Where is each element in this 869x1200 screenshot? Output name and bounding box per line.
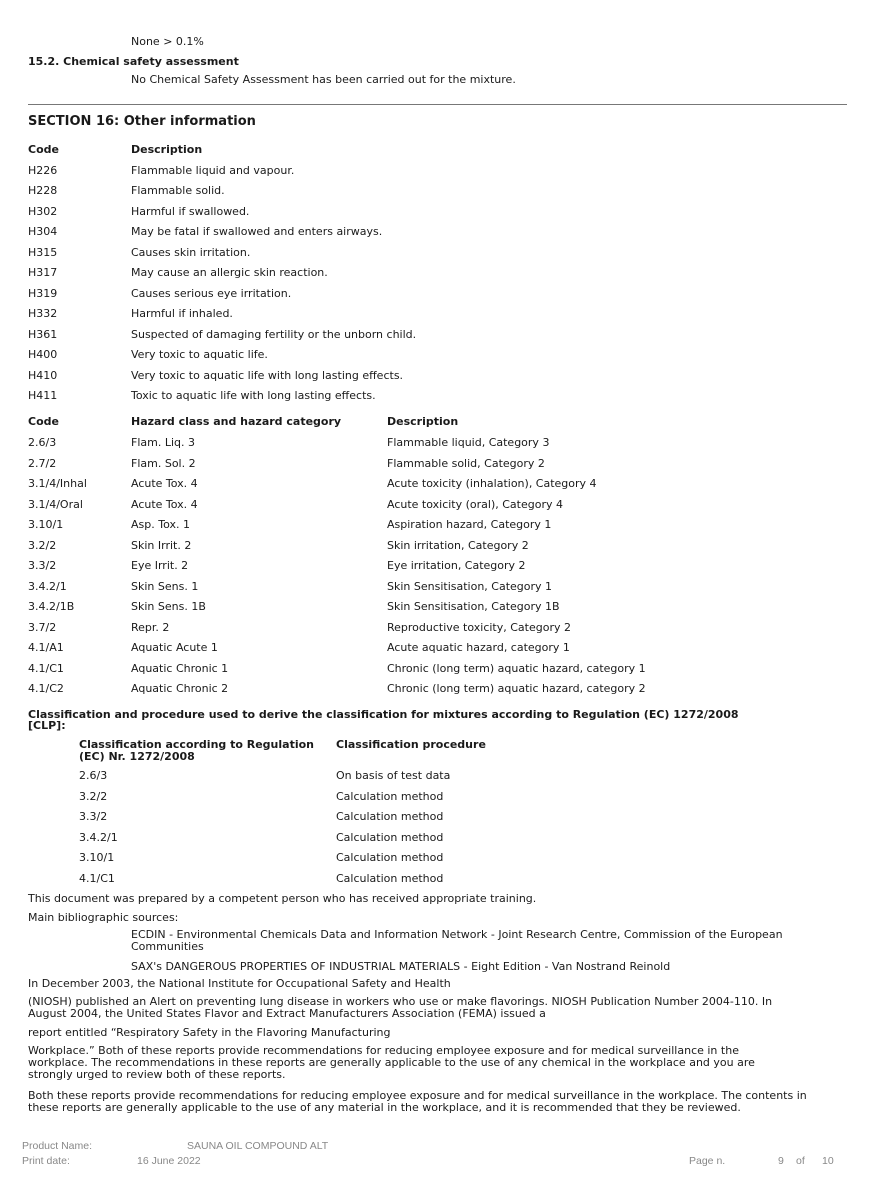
procedure-header-col1-line2: (EC) Nr. 1272/2008 [79,750,195,763]
h-description-cell: Very toxic to aquatic life. [131,348,268,362]
bibliographic-sax: SAX's DANGEROUS PROPERTIES OF INDUSTRIAL MATERIALS - Eight Edition - Van Nostrand Reinold [131,960,671,973]
class-hazard-cell: Aquatic Chronic 1 [131,661,229,675]
workplace-paragraph: Workplace.” Both of these reports provide recommendations for reducing employee exposure and for medical surveillance in the [28,1044,739,1057]
footer-product-value: SAUNA OIL COMPOUND ALT [187,1140,329,1152]
procedure-code-cell: 3.3/2 [79,810,108,824]
h-description-cell: Toxic to aquatic life with long lasting effects. [131,388,376,402]
h-description-cell: Suspected of damaging fertility or the unborn child. [131,327,417,341]
class-hazard-cell: Flam. Liq. 3 [131,436,195,449]
class-description-cell: Chronic (long term) aquatic hazard, category 2 [387,682,646,695]
niosh-intro: In December 2003, the National Institute for Occupational Safety and Health [28,977,451,990]
class-description-cell: Acute aquatic hazard, category 1 [387,641,570,654]
h-table-header-description: Description [131,143,203,156]
class-code-cell: 3.3/2 [28,559,57,572]
class-code-cell: 2.6/3 [28,436,57,449]
class-code-cell: 3.10/1 [28,518,64,531]
class-code-cell: 4.1/C1 [28,661,64,675]
class-code-cell: 2.7/2 [28,456,57,470]
niosh-paragraph-line2: August 2004, the United States Flavor and Extract Manufacturers Association (FEMA) issued a [28,1007,546,1020]
h-description-cell: May cause an allergic skin reaction. [131,266,328,280]
h-code-cell: H410 [28,368,58,382]
procedure-method-cell: Calculation method [336,872,444,885]
h-description-cell: Flammable liquid and vapour. [131,164,295,177]
class-table-header-description: Description [387,415,459,428]
h-code-cell: H315 [28,245,58,259]
class-code-cell: 3.4.2/1B [28,600,75,613]
h-description-cell: Causes skin irritation. [131,245,251,259]
bibliographic-label: Main bibliographic sources: [28,911,179,924]
class-code-cell: 3.4.2/1 [28,579,67,593]
h-description-cell: Flammable solid. [131,184,225,198]
footer-print-label: Print date: [22,1155,70,1167]
bibliographic-ecdin-line2: Communities [131,940,204,953]
class-hazard-cell: Eye Irrit. 2 [131,559,189,572]
class-hazard-cell: Acute Tox. 4 [131,497,198,511]
procedure-code-cell: 2.6/3 [79,769,108,782]
footer-page-label: Page n. [689,1155,726,1167]
class-hazard-cell: Skin Sens. 1 [131,579,199,593]
class-description-cell: Skin irritation, Category 2 [387,538,529,552]
footer-page-of: of [796,1155,805,1167]
class-description-cell: Acute toxicity (oral), Category 4 [387,497,563,511]
section-16-title: SECTION 16: Other information [28,114,256,129]
both-reports-paragraph-line2: these reports are generally applicable to the use of any material in the workplace, and it is recommended that they be reviewed. [28,1101,741,1114]
procedure-title: Classification and procedure used to derive the classification for mixtures according to Regulation (EC) 1272/2008 [28,708,739,721]
h-code-cell: H411 [28,388,58,402]
procedure-header-col1: Classification according to Regulation [79,738,314,751]
class-description-cell: Skin Sensitisation, Category 1 [387,579,553,593]
class-hazard-cell: Repr. 2 [131,620,170,634]
both-reports-paragraph: Both these reports provide recommendations for reducing employee exposure and for medical surveillance in the workplace. The contents in [28,1089,807,1102]
procedure-method-cell: Calculation method [336,789,444,803]
h-code-cell: H319 [28,286,58,300]
h-description-cell: Very toxic to aquatic life with long lasting effects. [131,368,404,382]
h-code-cell: H361 [28,327,58,341]
h-code-cell: H302 [28,204,58,218]
class-description-cell: Eye irritation, Category 2 [387,559,526,572]
procedure-code-cell: 3.4.2/1 [79,830,118,844]
h-code-cell: H400 [28,348,58,362]
section-15-2-title: 15.2. Chemical safety assessment [28,55,239,68]
workplace-paragraph-line3: strongly urged to review both of these reports. [28,1068,286,1081]
footer-product-label: Product Name: [22,1140,93,1152]
procedure-code-cell: 3.10/1 [79,851,115,865]
class-code-cell: 3.2/2 [28,538,57,552]
h-description-cell: Harmful if inhaled. [131,307,233,321]
h-code-cell: H304 [28,225,58,239]
class-hazard-cell: Skin Sens. 1B [131,600,206,613]
h-code-cell: H226 [28,164,58,177]
h-description-cell: Causes serious eye irritation. [131,286,292,300]
h-code-cell: H228 [28,184,58,198]
footer-print-value: 16 June 2022 [137,1155,201,1167]
niosh-paragraph: (NIOSH) published an Alert on preventing lung disease in workers who use or make flavorings. NIOSH Publication Number 2004-110. In [28,995,773,1008]
report-line: report entitled “Respiratory Safety in the Flavoring Manufacturing [28,1026,391,1039]
section-divider [28,104,847,105]
h-description-cell: May be fatal if swallowed and enters airways. [131,225,383,239]
class-code-cell: 3.1/4/Inhal [28,477,87,490]
class-table-header-code: Code [28,415,59,428]
section-15-2-text: No Chemical Safety Assessment has been carried out for the mixture. [131,73,516,86]
competent-person-text: This document was prepared by a competent person who has received appropriate training. [28,892,537,905]
class-hazard-cell: Asp. Tox. 1 [131,518,190,531]
procedure-code-cell: 3.2/2 [79,789,108,803]
procedure-method-cell: Calculation method [336,830,444,844]
class-description-cell: Aspiration hazard, Category 1 [387,518,552,531]
class-code-cell: 3.7/2 [28,620,57,634]
class-code-cell: 4.1/A1 [28,641,64,654]
class-hazard-cell: Skin Irrit. 2 [131,538,192,552]
class-hazard-cell: Aquatic Chronic 2 [131,682,229,695]
class-code-cell: 4.1/C2 [28,682,64,695]
class-hazard-cell: Aquatic Acute 1 [131,641,218,654]
footer-page-total: 10 [822,1155,834,1167]
class-hazard-cell: Acute Tox. 4 [131,477,198,490]
bibliographic-ecdin: ECDIN - Environmental Chemicals Data and Information Network - Joint Research Centre, Commission of the European [131,928,783,941]
h-code-cell: H332 [28,307,58,321]
footer-page-current: 9 [778,1155,784,1167]
procedure-header-col2: Classification procedure [336,738,486,751]
class-description-cell: Flammable solid, Category 2 [387,456,545,470]
class-description-cell: Chronic (long term) aquatic hazard, category 1 [387,661,646,675]
none-line: None > 0.1% [131,35,204,48]
h-table-header-code: Code [28,143,59,156]
h-code-cell: H317 [28,266,58,280]
procedure-code-cell: 4.1/C1 [79,872,115,885]
class-description-cell: Flammable liquid, Category 3 [387,436,550,449]
class-code-cell: 3.1/4/Oral [28,497,83,511]
procedure-method-cell: Calculation method [336,810,444,824]
class-hazard-cell: Flam. Sol. 2 [131,456,196,470]
procedure-method-cell: Calculation method [336,851,444,865]
procedure-method-cell: On basis of test data [336,769,451,782]
workplace-paragraph-line2: workplace. The recommendations in these reports are generally applicable to the use of any chemical in the workplace and you are [28,1056,755,1069]
class-table-header-hazard: Hazard class and hazard category [131,415,342,428]
procedure-title-line2: [CLP]: [28,719,66,732]
class-description-cell: Reproductive toxicity, Category 2 [387,620,571,634]
class-description-cell: Skin Sensitisation, Category 1B [387,600,560,613]
class-description-cell: Acute toxicity (inhalation), Category 4 [387,477,597,490]
h-description-cell: Harmful if swallowed. [131,204,250,218]
